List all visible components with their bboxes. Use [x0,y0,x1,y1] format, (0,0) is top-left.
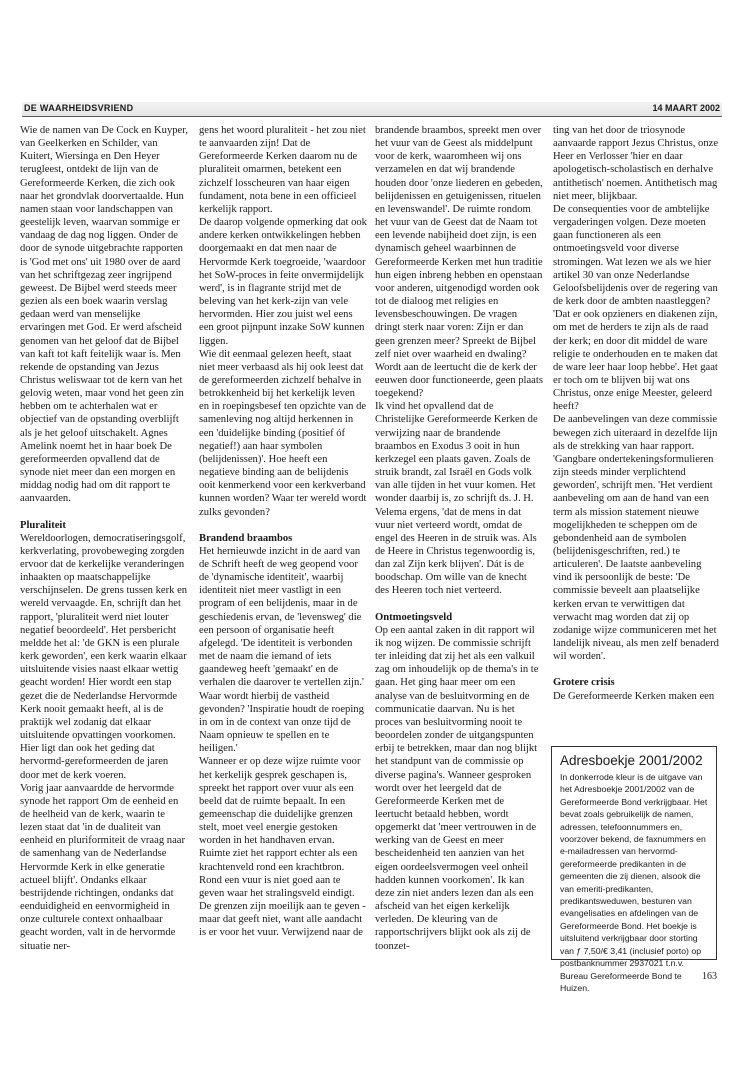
section-heading-ontmoetingsveld: Ontmoetingsveld [375,611,453,623]
section-heading-pluraliteit: Pluraliteit [20,519,66,531]
column-4 [553,124,721,703]
running-header [22,102,722,117]
paragraph: De daarop volgende opmerking dat ook andere kerken ontwikkelingen hebben doorgemaakt en dat men naar de Hervormde Kerk toegroeide, 'waardoor het SoW-proces in feite onvermijdelijk werd', is in flagrante strijd met de beleving van het kerk-zijn van vele hervormden. Hier zou juist wel eens een groot pijnpunt inzake SoW kunnen liggen. [199,217,367,347]
sidebar-text: In donkerrode kleur is de uitgave van het Adresboekje 2001/2002 van de Gereformeerde Bond verkrijgbaar. Het bevat zoals gebruikelijk de namen, adressen, telefoonnummers en, voorzover bekend, de faxnummers en e-mailadressen van hervormd-gereformeerde predikanten in de gemeenten die zij dienen, alsook die van emeriti-predikanten, predikantsweduwen, besturen van evangelisaties en afdelingen van de Gereformeerde Bond. Het boekje is uitsluitend verkrijgbaar door storting van ƒ 7,50/€ 3,41 (inclusief porto) op postbanknummer 2937021 t.n.v. Bureau Gereformeerde Bond te Huizen. [560,772,708,993]
paragraph: De Gereformeerde Kerken maken een [553,690,715,702]
paragraph: Vorig jaar aanvaardde de hervormde synode het rapport Om de eenheid en de heelheid van de kerk, waarin te lezen staat dat 'in de dualiteit van eenheid en pluriformiteit de vraag naar de samenhang van de Nederlandse Hervormde Kerk in elke generatie actueel blijft'. Ondanks elkaar bestrijdende richtingen, ondanks dat eenduidigheid en eenvormigheid in onze culturele context onhaalbaar geacht worden, valt in de hervormde situatie ner- [20,782,186,952]
paragraph: Wanneer er op deze wijze ruimte voor het kerkelijk gesprek geschapen is, spreekt het rapport over vuur als een beeld dat de ruimte bepaalt. In een gemeenschap die duidelijke grenzen stelt, moet veel energie gestoken worden in het handhaven ervan. Ruimte ziet het rapport echter als een krachtenveld rond een krachtbron. Rond een vuur is niet goed aan te geven waar het stralingsveld eindigt. De grenzen zijn moeilijk aan te geven - maar dat geeft niet, want alle aandacht is er voor het vuur. Verwijzend naar de [199,756,366,939]
publication-name: DE WAARHEIDSVRIEND [24,103,134,113]
section-heading-grotere-crisis: Grotere crisis [553,677,615,689]
paragraph: brandende braambos, spreekt men over het vuur van de Geest als middelpunt voor de kerk, waaromheen wij ons verzamelen en dat wij brandende houden door 'onze liederen en gebeden, belijdenissen en getuigenissen, rituelen en levenswandel'. De ruimte rondom het vuur van de Geest dat de Naam tot een levende nabijheid doet zijn, is een dynamisch geheel waarbinnen de Gereformeerde Kerken met hun traditie hun eigen inbreng hebben en openstaan voor anderen, uitgenodigd worden ook tot de dialoog met religies en levensbeschouwingen. De vragen dringt sterk naar voren: Zijn er dan geen grenzen meer? Spreekt de Bijbel zelf niet over waarheid en dwaling? Wordt aan de leertucht die de kerk der eeuwen door functioneerde, geen plaats toegekend? [375,125,543,400]
paragraph: De consequenties voor de ambtelijke vergaderingen volgen. Deze moeten gaan functioneren als een ontmoetingsveld voor diverse stromingen. Wat lezen we als we hier artikel 30 van onze Nederlandse Geloofsbelijdenis over de regering van de kerk door de ambten naastleggen? 'Dat er ook opzieners en diakenen zijn, om met de herders te zijn als de raad der kerk; en door dit middel de ware religie te onderhouden en te maken dat de ware leer haar loop hebbe'. Het gaat er toch om te blijven bij wat ons Christus, onze enige Meester, geleerd heeft? [553,203,718,413]
paragraph: Ik vind het opvallend dat de Christelijke Gereformeerde Kerken de verwijzing naar de brandende braambos en Exodus 3 ooit in hun kerkzegel een plaats gaven. Zoals de struik brandt, zal Israël en Gods volk van alle tijden in het vuur komen. Het wonder daarbij is, zo schrijft ds. J. H. Velema ergens, 'dat de mens in dat vuur niet verteerd wordt, omdat de engel des Heeren in de struik was. Als de Heere in Christus tegenwoordig is, dan zal Zijn kerk blijven'. Dát is de boodschap. Om wille van de knecht des Heeren toch niet verteerd. [375,401,538,597]
column-1 [20,124,188,953]
paragraph: Wie de namen van De Cock en Kuyper, van Geelkerken en Schilder, van Kuitert, Wiersinga en Den Heyer terugleest, ontdekt de lijn van de Gereformeerde Kerken, die zich ook naar het grondvlak doorvertaalde. Hun namen staan voor landschappen van geestelijk leven, waarvan sommige er vandaag de dag nog liggen. Onder de door de synode uitgebrachte rapporten is 'God met ons' uit 1980 over de aard van het schriftgezag zeer ingrijpend geweest. De Bijbel werd steeds meer gezien als een boek waarin verslag gedaan werd van menselijke ervaringen met God. Er werd afscheid genomen van het geloof dat de Bijbel van kaft tot kaft feitelijk waar is. Men rekende de opstanding van Jezus Christus weliswaar tot de kern van het gelovig weten, maar vond het geen zin hebben om te achterhalen wat er objectief van de opstanding overblijft als je het geloof uitschakelt. Agnes Amelink noemt het in haar boek De gereformeerden opvallend dat de synode niet meer dan een morgen en middag nodig had om dit rapport te aanvaarden. [20,125,188,505]
paragraph: ting van het door de triosynode aanvaarde rapport Jezus Christus, onze Heer en Verlosser 'hier en daar apologetisch-scholastisch en derhalve antithetisch' noemen. Antithetisch mag niet meer, blijkbaar. [553,125,719,202]
column-2 [199,124,367,940]
sidebar-title: Adresboekje 2001/2002 [560,753,703,768]
paragraph: Op een aantal zaken in dit rapport wil ik nog wijzen. De commissie schrijft ter inleiding dat zij het als een valkuil zag om inhoudelijk op de thema's in te gaan. Het ging haar meer om een analyse van de besluitvorming en de communicatie daarvan. Nu is het proces van besluitvorming nooit te beoordelen zonder de uitgangspunten erbij te betrekken, maar dan nog blijkt het standpunt van de commissie op diverse pagina's. Wanneer gesproken wordt over het leergeld dat de Gereformeerde Kerken met de leertucht betaald hebben, wordt opgemerkt dat 'meer vertrouwen in de werking van de Geest en meer bescheidenheid ten aanzien van het eigen oordeelsvermogen veel onheil hadden kunnen voorkomen'. Ik kan deze zin niet anders lezen dan als een afscheid van het eigen kerkelijk verleden. De kleuring van de rapportschrijvers blijkt ook als zij de toonzet- [375,624,539,952]
section-heading-brandend-braambos: Brandend braambos [199,532,293,544]
issue-date: 14 MAART 2002 [652,103,720,113]
page-number: 163 [702,971,717,982]
paragraph: gens het woord pluraliteit - het zou niet te aanvaarden zijn! Dat de Gereformeerde Kerken daarom nu de pluraliteit omarmen, betekent een zichzelf losscheuren van haar eigen fundament, nota bene in een officieel kerkelijk rapport. [199,125,366,215]
column-3 [375,124,543,953]
paragraph: Wereldoorlogen, democratiseringsgolf, kerkverlating, provobeweging zorgden ervoor dat de kerkelijke veranderingen inhaakten op maatschappelijke verschijnselen. De grens tussen kerk en wereld vervaagde. En, schrijft dan het rapport, 'pluraliteit werd niet louter negatief beoordeeld'. Het persbericht meldde het al: 'de GKN is een plurale kerk geworden', een kerk waarin elkaar uitsluitende visies naast elkaar wettig geacht worden! Hier wordt een stap gezet die de Nederlandse Hervormde Kerk nooit gemaakt heeft, al is de praktijk wel zodanig dat elkaar uitsluitende opvattingen voorkomen. Hier ligt dan ook het geding dat hervormd-gereformeerden de jaren door met de kerk voeren. [20,532,188,781]
paragraph: De aanbevelingen van deze commissie bewegen zich uiteraard in dezelfde lijn als de strekking van haar rapport. 'Gangbare ondertekeningsformulieren zijn steeds minder verplichtend geworden', schrijft men. 'Het verdient aanbeveling om aan de hand van een term als mission statement nieuwe mogelijkheden te scheppen om de gebondenheid aan de symbolen (belijdenisgeschriften, red.) te articuleren'. De laatste aanbeveling vind ik persoonlijk de beste: 'De commissie beveelt aan plaatselijke kerken ervan te verwittigen dat verwacht mag worden dat zij op zodanige wijze communiceren met het landelijk niveau, als men zelf benaderd wil worden'. [553,414,719,663]
paragraph: Wie dit eenmaal gelezen heeft, staat niet meer verbaasd als hij ook leest dat de gereformeerden zichzelf behalve in betrokkenheid bij het kerkelijk leven en in roepingsbesef ten opzichte van de samenleving nog altijd herkennen in een 'duidelijke binding (positief óf negatief!) aan haar symbolen (belijdenissen)'. Hoe heeft een negatieve binding aan de belijdenis ooit kenmerkend voor een kerkverband kunnen worden? Waar ter wereld wordt zulks gevonden? [199,348,367,518]
paragraph: Het hernieuwde inzicht in de aard van de Schrift heeft de weg geopend voor de 'dynamische identiteit', waarbij identiteit niet meer vastligt in een program of een belijdenis, maar in de geschiedenis ervan, de 'levensweg' die een persoon of organisatie heeft afgelegd. 'De identiteit is verbonden met de naam die iemand of iets gaandeweg heeft 'gemaakt' en de verhalen die daarover te vertellen zijn.' Waar wordt hierbij de vastheid gevonden? 'Inspiratie houdt de roeping in om in de context van onze tijd de Naam opnieuw te spellen en te heiligen.' [199,545,364,755]
